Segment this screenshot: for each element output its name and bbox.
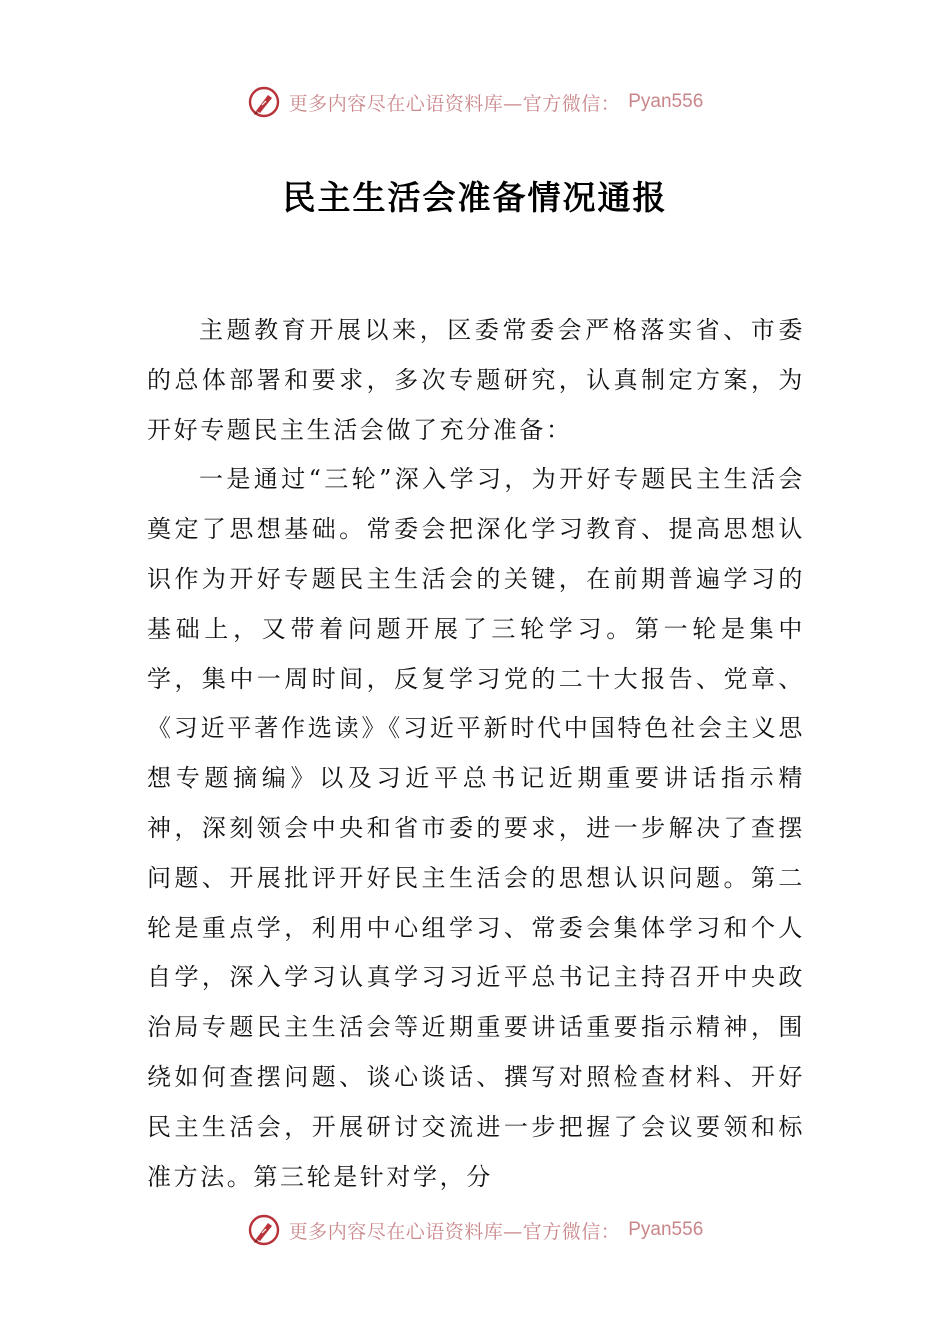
footer-watermark: [0, 1210, 950, 1250]
paragraph-first-point: 一是通过“三轮”深入学习，为开好专题民主生活会奠定了思想基础。常委会把深化学习教育、提高思想认识作为开好专题民主生活会的关键，在前期普遍学习的基础上，又带着问题开展了三轮学习。第一轮是集中学，集中一周时间，反复学习党的二十大报告、党章、《习近平著作选读》《习近平新时代中国特色社会主义思想专题摘编》以及习近平总书记近期重要讲话指示精神，深刻领会中央和省市委的要求，进一步解决了查摆问题、开展批评开好民主生活会的思想认识问题。第二轮是重点学，利用中心组学习、常委会集体学习和个人自学，深入学习认真学习习近平总书记主持召开中央政治局专题民主生活会等近期重要讲话重要指示精神，围绕如何查摆问题、谈心谈话、撰写对照检查材料、开好民主生活会，开展研讨交流进一步把握了会议要领和标准方法。第三轮是针对学，分: [147, 465, 805, 1191]
document-body: [147, 306, 805, 1202]
watermark-text: 更多内容尽在心语资料库—官方微信：: [288, 92, 621, 115]
watermark-wechat-id: Pyan556: [628, 91, 704, 112]
pen-nib-logo-icon: [247, 85, 281, 119]
header-watermark: [0, 82, 950, 122]
paragraph-intro: 主题教育开展以来，区委常委会严格落实省、市委的总体部署和要求，多次专题研究，认真制定方案，为开好专题民主生活会做了充分准备：: [147, 316, 805, 444]
watermark-wechat-id: Pyan556: [628, 1219, 704, 1240]
pen-nib-logo-icon: [247, 1213, 281, 1247]
document-title: 民主生活会准备情况通报: [282, 178, 668, 217]
watermark-text: 更多内容尽在心语资料库—官方微信：: [288, 1220, 621, 1243]
